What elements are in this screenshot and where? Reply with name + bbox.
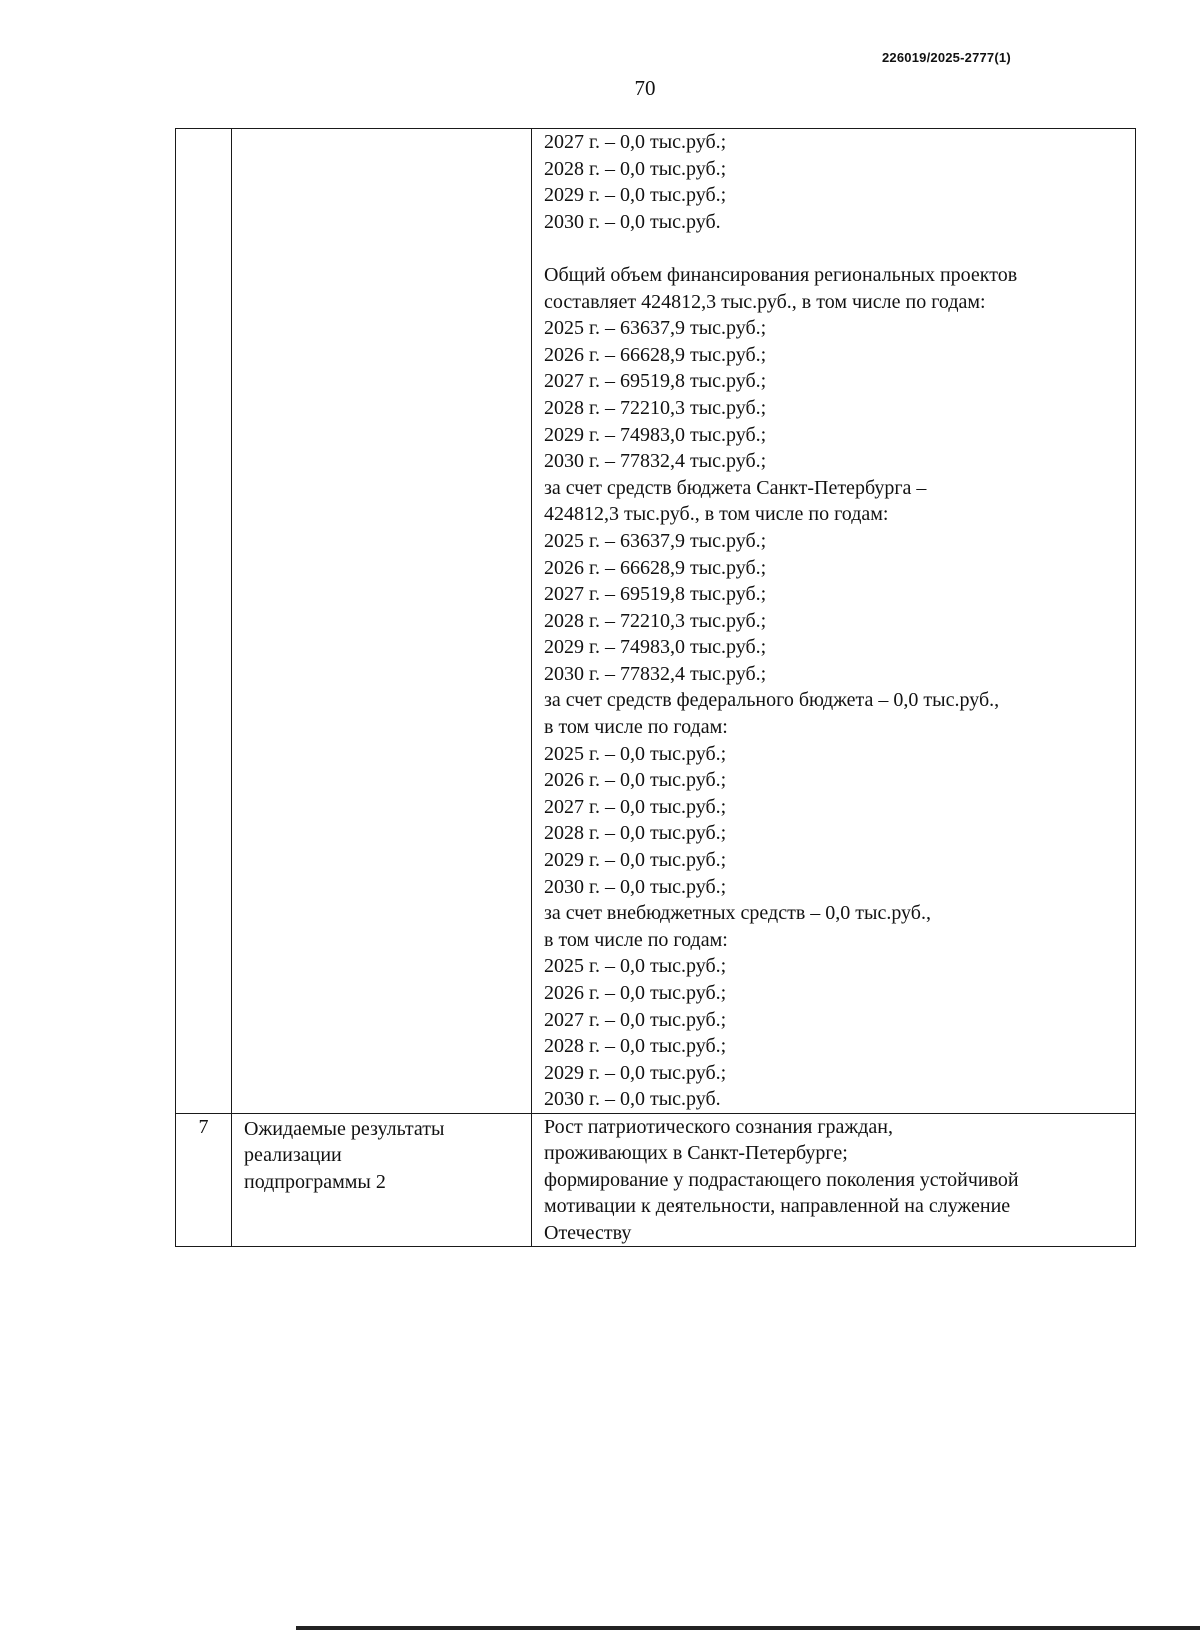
result-line: мотивации к деятельности, направленной на служение: [544, 1195, 1011, 1218]
expected-results-label-cell: [232, 1113, 532, 1247]
financing-line: 2027 г. – 0,0 тыс.руб.;: [544, 131, 727, 153]
financing-line: в том числе по годам:: [544, 928, 728, 951]
expected-results-text: [544, 1114, 1129, 1247]
financing-line: 2030 г. – 0,0 тыс.руб.: [544, 1088, 721, 1111]
financing-lines-top: [544, 129, 1129, 235]
subprogram-passport-table: [175, 128, 1136, 1247]
financing-line: 2027 г. – 0,0 тыс.руб.;: [544, 795, 727, 818]
expected-results-label: [244, 1116, 523, 1196]
financing-line: 2028 г. – 0,0 тыс.руб.;: [544, 157, 727, 180]
financing-line: 2030 г. – 0,0 тыс.руб.: [544, 210, 721, 233]
expected-results-content-cell: [532, 1113, 1136, 1247]
financing-line: 2030 г. – 77832,4 тыс.руб.;: [544, 450, 767, 473]
financing-line: 2029 г. – 0,0 тыс.руб.;: [544, 849, 727, 872]
table-row-expected-results: [176, 1113, 1136, 1247]
financing-line: 2029 г. – 0,0 тыс.руб.;: [544, 184, 727, 207]
financing-line: 2028 г. – 72210,3 тыс.руб.;: [544, 396, 767, 419]
financing-line: 2028 г. – 0,0 тыс.руб.;: [544, 1035, 727, 1058]
financing-line: 2025 г. – 0,0 тыс.руб.;: [544, 955, 727, 978]
financing-lines-main: [544, 262, 1129, 1113]
row-number-cell: [176, 129, 232, 1114]
financing-line: за счет средств бюджета Санкт-Петербурга –: [544, 476, 927, 499]
financing-line: 2029 г. – 0,0 тыс.руб.;: [544, 1061, 727, 1084]
financing-line: 2026 г. – 66628,9 тыс.руб.;: [544, 343, 767, 366]
financing-line: за счет внебюджетных средств – 0,0 тыс.руб.,: [544, 902, 931, 925]
financing-line: 2027 г. – 0,0 тыс.руб.;: [544, 1008, 727, 1031]
paragraph-gap: [544, 235, 1129, 262]
label-line: реализации: [244, 1144, 342, 1167]
financing-line: 2028 г. – 0,0 тыс.руб.;: [544, 822, 727, 845]
financing-line: 2030 г. – 0,0 тыс.руб.;: [544, 875, 727, 898]
financing-line: составляет 424812,3 тыс.руб., в том числе по годам:: [544, 290, 986, 313]
financing-line: 2025 г. – 63637,9 тыс.руб.;: [544, 529, 767, 552]
financing-line: 2026 г. – 0,0 тыс.руб.;: [544, 982, 727, 1004]
label-line: Ожидаемые результаты: [244, 1117, 445, 1140]
label-line: подпрограммы 2: [244, 1170, 386, 1193]
financing-line: 2025 г. – 0,0 тыс.руб.;: [544, 742, 727, 765]
financing-line: Общий объем финансирования региональных проектов: [544, 263, 1018, 286]
row-number-cell: 7: [176, 1113, 232, 1247]
result-line: проживающих в Санкт-Петербурге;: [544, 1142, 848, 1165]
financing-line: 424812,3 тыс.руб., в том числе по годам:: [544, 503, 889, 526]
table-row-financing-continued: [176, 129, 1136, 1114]
financing-line: 2026 г. – 66628,9 тыс.руб.;: [544, 556, 767, 579]
financing-line: 2027 г. – 69519,8 тыс.руб.;: [544, 370, 767, 393]
result-line: формирование у подрастающего поколения устойчивой: [544, 1168, 1019, 1191]
financing-line: 2027 г. – 69519,8 тыс.руб.;: [544, 583, 767, 606]
row-name-cell: [232, 129, 532, 1114]
financing-line: в том числе по годам:: [544, 716, 728, 739]
document-id: 226019/2025-2777(1): [882, 50, 1011, 65]
result-line: Рост патриотического сознания граждан,: [544, 1115, 894, 1138]
financing-line: 2029 г. – 74983,0 тыс.руб.;: [544, 423, 767, 446]
page-number: 70: [634, 76, 656, 100]
financing-line: 2026 г. – 0,0 тыс.руб.;: [544, 769, 727, 792]
financing-line: 2025 г. – 63637,9 тыс.руб.;: [544, 317, 767, 340]
financing-line: 2029 г. – 74983,0 тыс.руб.;: [544, 636, 767, 659]
result-line: Отечеству: [544, 1221, 632, 1244]
financing-line: за счет средств федерального бюджета – 0,0 тыс.руб.,: [544, 689, 1000, 712]
financing-line: 2030 г. – 77832,4 тыс.руб.;: [544, 662, 767, 685]
financing-content-cell: [532, 129, 1136, 1114]
financing-line: 2028 г. – 72210,3 тыс.руб.;: [544, 609, 767, 632]
scan-edge-line: [296, 1626, 1200, 1630]
